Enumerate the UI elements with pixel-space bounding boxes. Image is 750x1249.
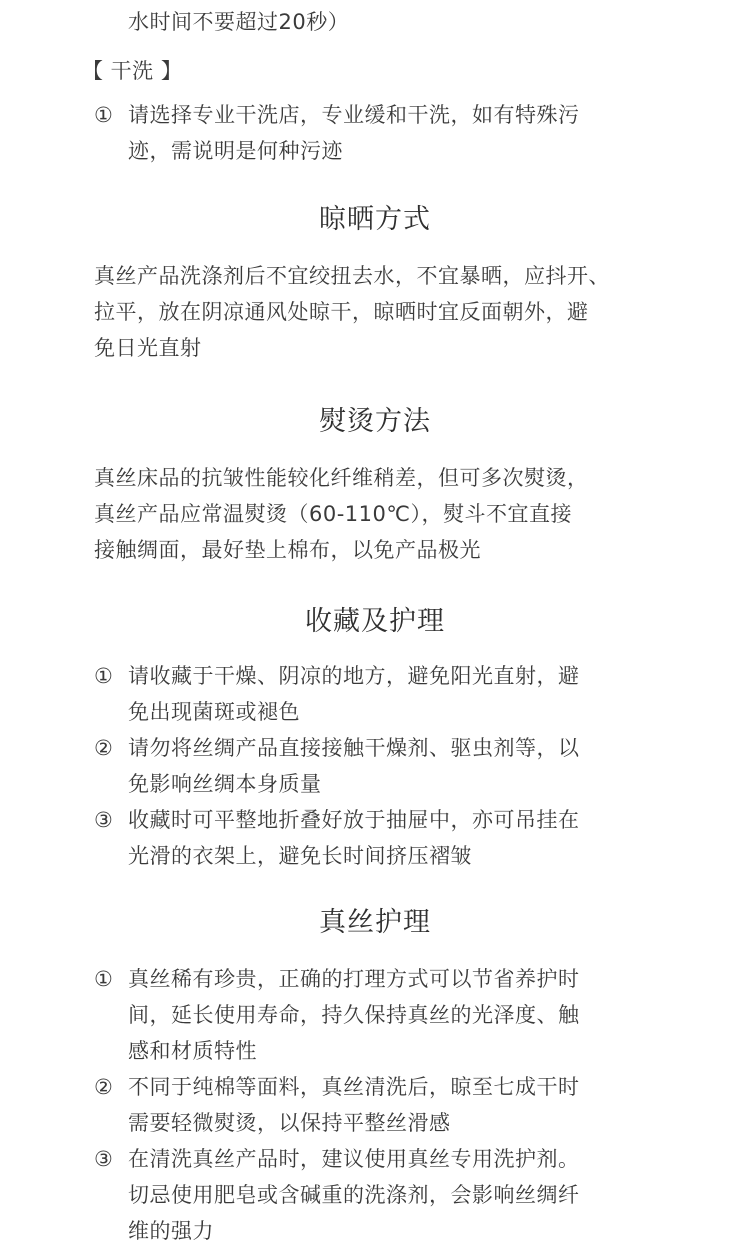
silk-care-item-2	[94, 1069, 694, 1141]
dry-clean-item-1	[94, 97, 694, 169]
text-line: 真丝床品的抗皱性能较化纤维稍差，但可多次熨烫，	[94, 466, 589, 490]
text-line: 真丝产品洗涤剂后不宜绞扭去水，不宜暴晒，应抖开、	[94, 264, 610, 288]
text-line: 请收藏于干燥、阴凉的地方，避免阳光直射，避	[128, 664, 580, 688]
text-line: 不同于纯棉等面料，真丝清洗后，晾至七成干时	[128, 1075, 580, 1099]
text-line: 免日光直射	[94, 336, 202, 360]
item-number: ①	[94, 103, 114, 127]
text-line: 免出现菌斑或褪色	[128, 700, 300, 724]
item-number: ③	[94, 808, 114, 832]
text-line: 请选择专业干洗店，专业缓和干洗，如有特殊污	[128, 103, 580, 127]
text-line: 间，延长使用寿命，持久保持真丝的光泽度、触	[128, 1003, 580, 1027]
item-number: ②	[94, 736, 114, 760]
silk-care-item-1	[94, 961, 694, 1069]
item-number: ③	[94, 1147, 114, 1171]
text-line: 真丝产品应常温熨烫（60-110℃），熨斗不宜直接	[94, 502, 572, 526]
ironing-title: 熨烫方法	[319, 406, 431, 437]
text-line: 切忌使用肥皂或含碱重的洗涤剂，会影响丝绸纤	[128, 1183, 580, 1207]
text-line: 迹，需说明是何种污迹	[128, 139, 343, 163]
drying-body	[94, 258, 694, 366]
intro-tail	[94, 4, 694, 40]
drying-title: 晾晒方式	[319, 204, 431, 235]
text-line: 免影响丝绸本身质量	[128, 772, 322, 796]
text-line: 真丝稀有珍贵，正确的打理方式可以节省养护时	[128, 967, 580, 991]
text-line: 拉平，放在阴凉通风处晾干，晾晒时宜反面朝外，避	[94, 300, 589, 324]
text-line: 光滑的衣架上，避免长时间挤压褶皱	[128, 844, 472, 868]
dry-clean-section	[82, 53, 682, 89]
storage-item-3	[94, 802, 694, 874]
text-line: 需要轻微熨烫，以保持平整丝滑感	[128, 1111, 451, 1135]
text-line: 收藏时可平整地折叠好放于抽屉中，亦可吊挂在	[128, 808, 580, 832]
text-line: 水时间不要超过20秒）	[128, 10, 350, 34]
storage-item-1	[94, 658, 694, 730]
silk-care-item-3	[94, 1141, 694, 1249]
dry-clean-label: 【 干洗 】	[82, 59, 183, 83]
storage-item-2	[94, 730, 694, 802]
item-number: ①	[94, 967, 114, 991]
text-line: 维的强力	[128, 1219, 214, 1243]
item-number: ①	[94, 664, 114, 688]
storage-title: 收藏及护理	[305, 606, 445, 637]
text-line: 请勿将丝绸产品直接接触干燥剂、驱虫剂等，以	[128, 736, 580, 760]
silk-care-title: 真丝护理	[319, 907, 431, 938]
ironing-body	[94, 460, 694, 568]
text-line: 接触绸面，最好垫上棉布，以免产品极光	[94, 538, 481, 562]
text-line: 在清洗真丝产品时，建议使用真丝专用洗护剂。	[128, 1147, 580, 1171]
item-number: ②	[94, 1075, 114, 1099]
text-line: 感和材质特性	[128, 1039, 257, 1063]
